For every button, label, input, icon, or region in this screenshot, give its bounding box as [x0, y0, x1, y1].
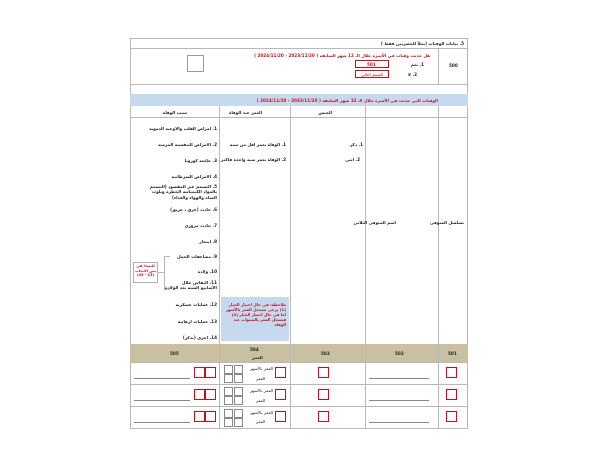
serial-box[interactable] — [446, 367, 457, 378]
cause-item: 8. انتحار — [199, 239, 217, 244]
bracket-mid — [158, 272, 164, 273]
row-line-1 — [130, 362, 468, 363]
cause-item: 6. حادث (غرق ، حريق) — [170, 207, 217, 212]
row-line-2 — [130, 384, 468, 385]
age-value-box[interactable] — [234, 396, 243, 405]
sex-box[interactable] — [318, 389, 329, 400]
code-502: 502 — [395, 351, 404, 356]
code-501: 501 — [448, 351, 457, 356]
code-divider — [438, 48, 439, 84]
col-sex-header: الجنس — [318, 110, 332, 115]
age-value-box[interactable] — [234, 365, 243, 374]
cause-item: 2. الامراض التنفسية المزمنة — [158, 142, 217, 147]
cause-box[interactable] — [194, 411, 205, 422]
deaths-table-title: الوفيات التي حدثت في الأسرة خلال الـ 12 شهر السابقة ( 2023/11/20 - 2024/11/20 ) — [256, 98, 438, 103]
col-line-2 — [290, 106, 291, 344]
col-header-line — [130, 117, 468, 118]
question-code: 500 — [449, 63, 458, 68]
age-years-label: العمر — [256, 419, 266, 424]
codes-band — [130, 344, 468, 362]
age-months-label: العمر بالأشهر — [250, 388, 274, 393]
cause-box[interactable] — [194, 389, 205, 400]
option-no: 2. لا — [407, 72, 417, 77]
sex-box[interactable] — [318, 367, 329, 378]
serial-box[interactable] — [446, 411, 457, 422]
sex-male: 1. ذكر — [349, 142, 363, 147]
option-yes: 1. نعم — [410, 62, 424, 67]
col-name-header: اسم المتوفى الثلاثي — [353, 220, 396, 225]
age-type-box[interactable] — [275, 367, 286, 378]
col-cause-header: سبب الوفاة — [162, 110, 187, 115]
codes-band-div-4 — [438, 344, 439, 428]
cause-box[interactable] — [205, 367, 216, 378]
block-divider — [130, 84, 468, 85]
age-years-label: العمر — [256, 398, 266, 403]
sex-box[interactable] — [318, 411, 329, 422]
cause-item: 5. التسمم غير المقصود (التسمم بالمواد الكيميائية الخطرة وتلوث المياه والهواء والغذاء) — [149, 184, 217, 200]
age-value-box[interactable] — [224, 374, 233, 383]
age-value-box[interactable] — [224, 418, 233, 427]
codes-band-div-1 — [219, 344, 220, 428]
cause-item: 3. جائحة كورونا — [184, 158, 217, 163]
age-value-box[interactable] — [234, 418, 243, 427]
age-value-box[interactable] — [224, 387, 233, 396]
cause-item: 10. ولادة — [197, 269, 217, 274]
name-field[interactable] — [369, 378, 429, 379]
codes-band-div-3 — [365, 344, 366, 428]
section-title: 5. بيانات الوفيات (تملأ للحضريين فقط ) — [380, 41, 464, 46]
age-value-box[interactable] — [224, 396, 233, 405]
code-504: 504 — [250, 347, 259, 352]
frame-top — [130, 38, 468, 39]
cause-other-field[interactable] — [134, 378, 190, 379]
section-divider — [130, 48, 468, 49]
age-label: العمر — [252, 355, 263, 360]
cause-item: 1. امراض القلب والاوعية الدموية — [149, 126, 217, 131]
name-field[interactable] — [369, 422, 429, 423]
cause-item: 11. النفاس خلال الأسابيع الستة بعد الولادة — [164, 280, 217, 291]
col-line-4 — [438, 106, 439, 344]
cause-item: 12. عمليات عسكرية — [175, 302, 217, 307]
age-note: ملاحظة: في حال اختيار الخيار (1) يرجى تسجيل العمر بالأشهر اما في حال اختيار الخيار (2) فيسجل العمر بالسنوات عند الوفاة — [225, 302, 286, 327]
age-months-label: العمر بالأشهر — [250, 410, 274, 415]
bracket-bottom — [164, 289, 170, 290]
col-age-header: العمر عند الوفاة — [228, 110, 262, 115]
cause-item: 4. الامراض السرطانية — [171, 174, 217, 179]
bracket-vertical — [164, 256, 165, 289]
answer-box[interactable] — [187, 55, 204, 72]
frame-bottom — [130, 428, 468, 429]
deaths-question: هل حدثت وفيات في الأسرة خلال الـ 12 شهر السابقة ( 2023/11/20 - 2024/11/20 ) — [254, 53, 430, 58]
age-value-box[interactable] — [234, 374, 243, 383]
age-type-box[interactable] — [275, 411, 286, 422]
name-field[interactable] — [369, 400, 429, 401]
age-value-box[interactable] — [224, 409, 233, 418]
cause-other-field[interactable] — [134, 422, 190, 423]
cause-item: 13. عمليات ارهابية — [177, 319, 217, 324]
code-503: 503 — [321, 351, 330, 356]
sex-female: 2. انثى — [345, 157, 360, 162]
col-line-3 — [365, 106, 366, 344]
women-note: للنساء في سن الانجاب (15 - 49) — [135, 264, 156, 278]
cause-item: 7. حادث مروري — [184, 223, 217, 228]
col-serial-header: تسلسل المتوفى — [429, 220, 464, 225]
cause-item: 9. مضاعفات الحمل — [177, 254, 217, 259]
age-type-box[interactable] — [275, 389, 286, 400]
cause-box[interactable] — [205, 411, 216, 422]
bracket-top — [164, 256, 170, 257]
code-505: 505 — [170, 351, 179, 356]
age-months-label: العمر بالأشهر — [250, 366, 274, 371]
age-value-box[interactable] — [234, 387, 243, 396]
col-line-1 — [219, 106, 220, 344]
cause-box[interactable] — [194, 367, 205, 378]
age-under-one: 1. الوفاة بعمر اقل من سنة — [229, 142, 286, 147]
option-yes-code: 501 — [367, 62, 376, 67]
row-line-3 — [130, 406, 468, 407]
cause-item: 14. اخرى (تذكر) — [182, 335, 217, 340]
age-one-plus: 2. الوفاة بعمر سنة واحدة فاكثر — [221, 157, 286, 162]
age-value-box[interactable] — [224, 365, 233, 374]
cause-other-field[interactable] — [134, 400, 190, 401]
serial-box[interactable] — [446, 389, 457, 400]
codes-band-div-2 — [290, 344, 291, 428]
next-section-label: القسم التالي — [361, 72, 384, 77]
age-years-label: العمر — [256, 376, 266, 381]
age-value-box[interactable] — [234, 409, 243, 418]
cause-box[interactable] — [205, 389, 216, 400]
